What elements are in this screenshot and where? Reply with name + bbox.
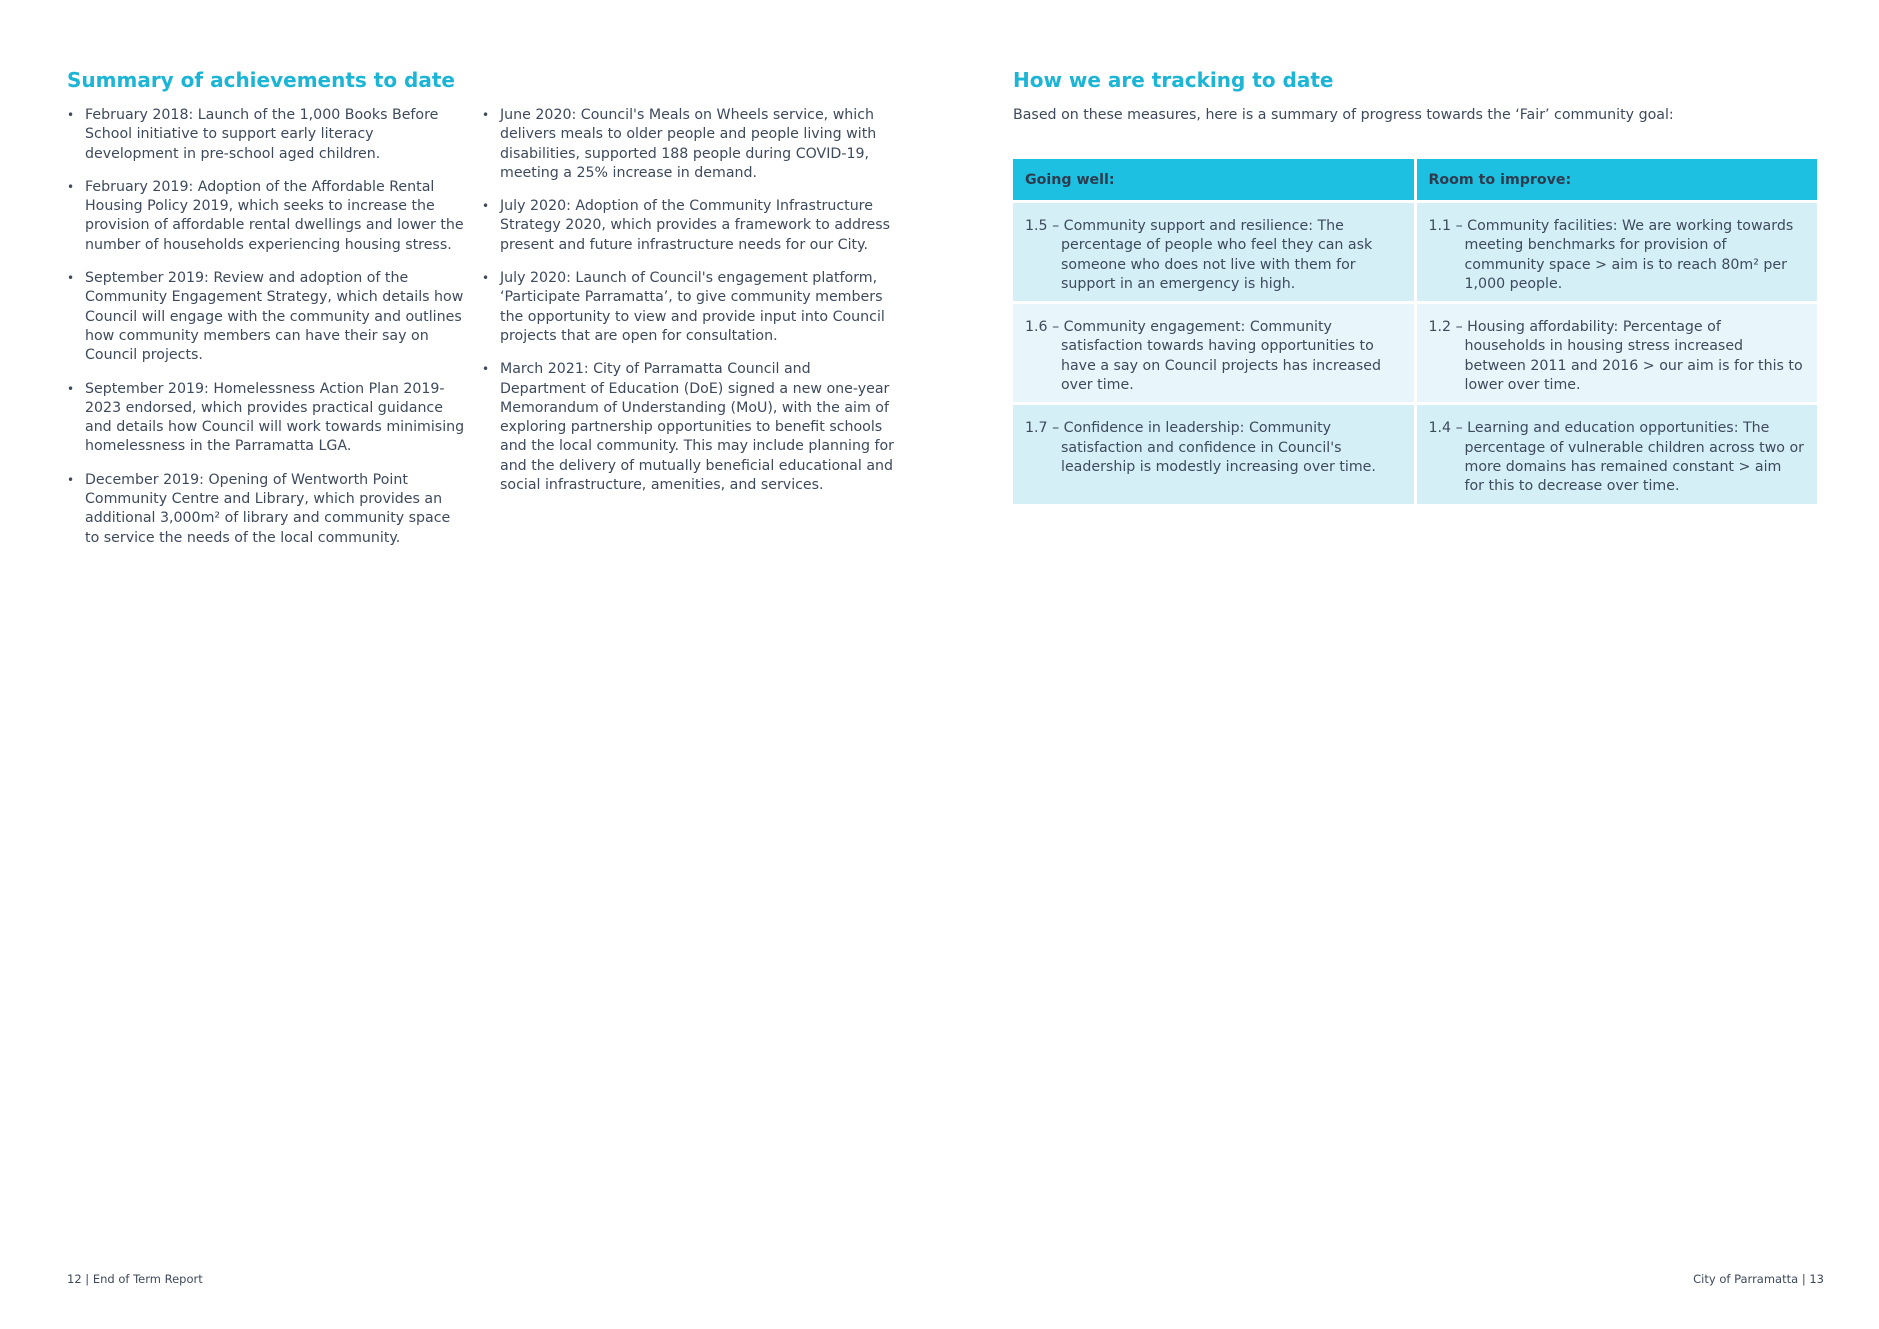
table-cell — [1013, 304, 1414, 402]
table-row — [1013, 304, 1817, 402]
footer-page-right: City of Parramatta | 13 — [1693, 1272, 1824, 1286]
achievements-column-2 — [482, 106, 897, 562]
tracking-intro: Based on these measures, here is a summary of progress towards the ‘Fair’ community goal: — [1013, 107, 1674, 123]
measure-room-to-improve: 1.2 – Housing affordability: Percentage of households in housing stress increased between 2011 and 2016 > our aim is for this to lower over time. — [1428, 319, 1803, 394]
achievements-column-1 — [67, 106, 482, 562]
measure-room-to-improve: 1.1 – Community facilities: We are working towards meeting benchmarks for provision of community space > aim is to reach 80m² per 1,000 people. — [1428, 218, 1794, 292]
achievement-item: • September 2019: Review and adoption of the Community Engagement Strategy, which details how Council will engage with the community and outlines how community members can have their say on Council projects. — [67, 269, 467, 365]
tracking-section — [1013, 68, 1823, 507]
table-row — [1013, 203, 1817, 301]
achievements-list-2 — [482, 106, 897, 495]
achievement-item: • June 2020: Council's Meals on Wheels service, which delivers meals to older people and people living with disabilities, supported 188 people during COVID-19, meeting a 25% increase in demand. — [482, 106, 897, 183]
table-cell — [1013, 405, 1414, 503]
measure-going-well: 1.6 – Community engagement: Community satisfaction towards having opportunities to have a say on Council projects has increased over time. — [1025, 319, 1381, 394]
table-cell — [1417, 304, 1818, 402]
achievements-heading: Summary of achievements to date — [67, 68, 455, 92]
measure-going-well: 1.5 – Community support and resilience: The percentage of people who feel they can ask someone who does not live with them for support in an emergency is high. — [1025, 218, 1373, 292]
tracking-heading: How we are tracking to date — [1013, 68, 1334, 92]
table-cell — [1417, 405, 1818, 503]
header-room-to-improve: Room to improve: — [1417, 159, 1818, 200]
table-cell — [1013, 203, 1414, 301]
achievements-columns — [67, 106, 897, 562]
achievement-item: • September 2019: Homelessness Action Plan 2019-2023 endorsed, which provides practical guidance and details how Council will work towards minimising homelessness in the Parramatta LGA. — [67, 380, 467, 457]
achievement-item: • July 2020: Adoption of the Community Infrastructure Strategy 2020, which provides a framework to address present and future infrastructure needs for our City. — [482, 197, 897, 255]
achievement-item: • March 2021: City of Parramatta Council and Department of Education (DoE) signed a new one-year Memorandum of Understanding (MoU), with the aim of exploring partnership opportunities to benefit schools and the local community. This may include planning for and the delivery of mutually beneficial educational and social infrastructure, amenities, and services. — [482, 360, 897, 495]
measure-going-well: 1.7 – Confidence in leadership: Community satisfaction and confidence in Council's leadership is modestly increasing over time. — [1025, 420, 1376, 475]
achievement-item: • February 2018: Launch of the 1,000 Books Before School initiative to support early literacy development in pre-school aged children. — [67, 106, 467, 164]
tracking-table — [1010, 156, 1820, 507]
achievement-item: • February 2019: Adoption of the Affordable Rental Housing Policy 2019, which seeks to increase the provision of affordable rental dwellings and lower the number of households experiencing housing stress. — [67, 178, 467, 255]
table-cell — [1417, 203, 1818, 301]
achievements-section — [67, 68, 897, 562]
table-header-row — [1013, 159, 1817, 200]
header-going-well: Going well: — [1013, 159, 1414, 200]
measure-room-to-improve: 1.4 – Learning and education opportunities: The percentage of vulnerable children across two or more domains has remained constant > aim for this to decrease over time. — [1428, 420, 1805, 495]
achievements-list-1 — [67, 106, 467, 548]
achievement-item: • December 2019: Opening of Wentworth Point Community Centre and Library, which provides an additional 3,000m² of library and community space to service the needs of the local community. — [67, 471, 467, 548]
footer-page-left: 12 | End of Term Report — [67, 1272, 203, 1286]
table-row — [1013, 405, 1817, 503]
achievement-item: • July 2020: Launch of Council's engagement platform, ‘Participate Parramatta’, to give community members the opportunity to view and provide input into Council projects that are open for consultation. — [482, 269, 897, 346]
